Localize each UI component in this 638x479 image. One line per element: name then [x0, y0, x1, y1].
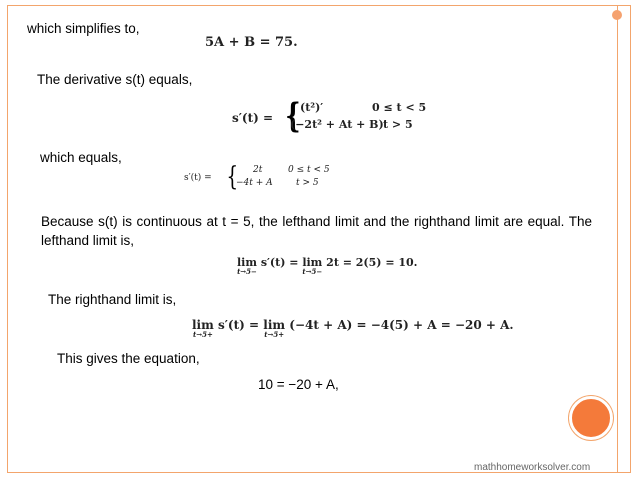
lim1-mid: s′(t) = — [260, 256, 299, 269]
text-which-equals: which equals, — [40, 150, 122, 165]
piecewise2-row1-cond: 0 ≤ t < 5 — [288, 165, 330, 175]
lim2-word: lim — [192, 318, 214, 332]
piecewise2-row2-cond: t > 5 — [296, 178, 319, 188]
lim1-rest: 2t = 2(5) = 10. — [326, 256, 418, 269]
piecewise2-lhs: s′(t) = — [184, 173, 212, 183]
lim2-rest: (−4t + A) = −4(5) + A = −20 + A. — [289, 318, 514, 332]
lim2-word2: lim — [263, 318, 286, 332]
accent-circle-large — [569, 396, 613, 440]
equation-final: 10 = −20 + A, — [258, 377, 339, 392]
piecewise1-row2-expr: (−2t² + At + B)′ — [290, 118, 387, 131]
lim2-sub2: t→5+ — [264, 330, 285, 339]
text-derivative-equals: The derivative s(t) equals, — [37, 72, 193, 87]
lim1-sub: t→5− — [237, 267, 257, 276]
lim1-word2: lim — [302, 256, 323, 269]
lim1-word: lim — [237, 256, 257, 269]
footer-website: mathhomeworksolver.com — [474, 462, 591, 473]
piecewise1-lhs: s′(t) = — [232, 111, 274, 125]
lim2-mid: s′(t) = — [218, 318, 260, 332]
text-righthand-limit: The righthand limit is, — [48, 292, 177, 307]
left-brace-icon: { — [285, 96, 301, 136]
right-accent-line — [617, 5, 618, 473]
piecewise2-row1-expr: 2t — [253, 165, 263, 175]
piecewise2-row2-expr: −4t + A — [236, 178, 273, 188]
text-which-simplifies: which simplifies to, — [27, 21, 140, 36]
lim1-sub2: t→5− — [302, 267, 323, 276]
piecewise1-row2-cond: t > 5 — [383, 118, 413, 131]
left-brace-small-icon: { — [226, 162, 239, 192]
accent-dot-small — [612, 10, 622, 20]
limit-lefthand-equation — [237, 256, 418, 275]
limit-righthand-equation — [192, 318, 514, 338]
piecewise1-row1-expr: (t²)′ — [300, 101, 324, 114]
lim2-sub: t→5+ — [192, 330, 213, 339]
equation-5a-plus-b: 5A + B = 75. — [205, 35, 298, 50]
paragraph-continuity: Because s(t) is continuous at t = 5, the lefthand limit and the righthand limit are equal. The lefthand limit is, — [41, 214, 592, 248]
piecewise1-row1-cond: 0 ≤ t < 5 — [372, 101, 427, 114]
text-gives-equation: This gives the equation, — [57, 351, 200, 366]
